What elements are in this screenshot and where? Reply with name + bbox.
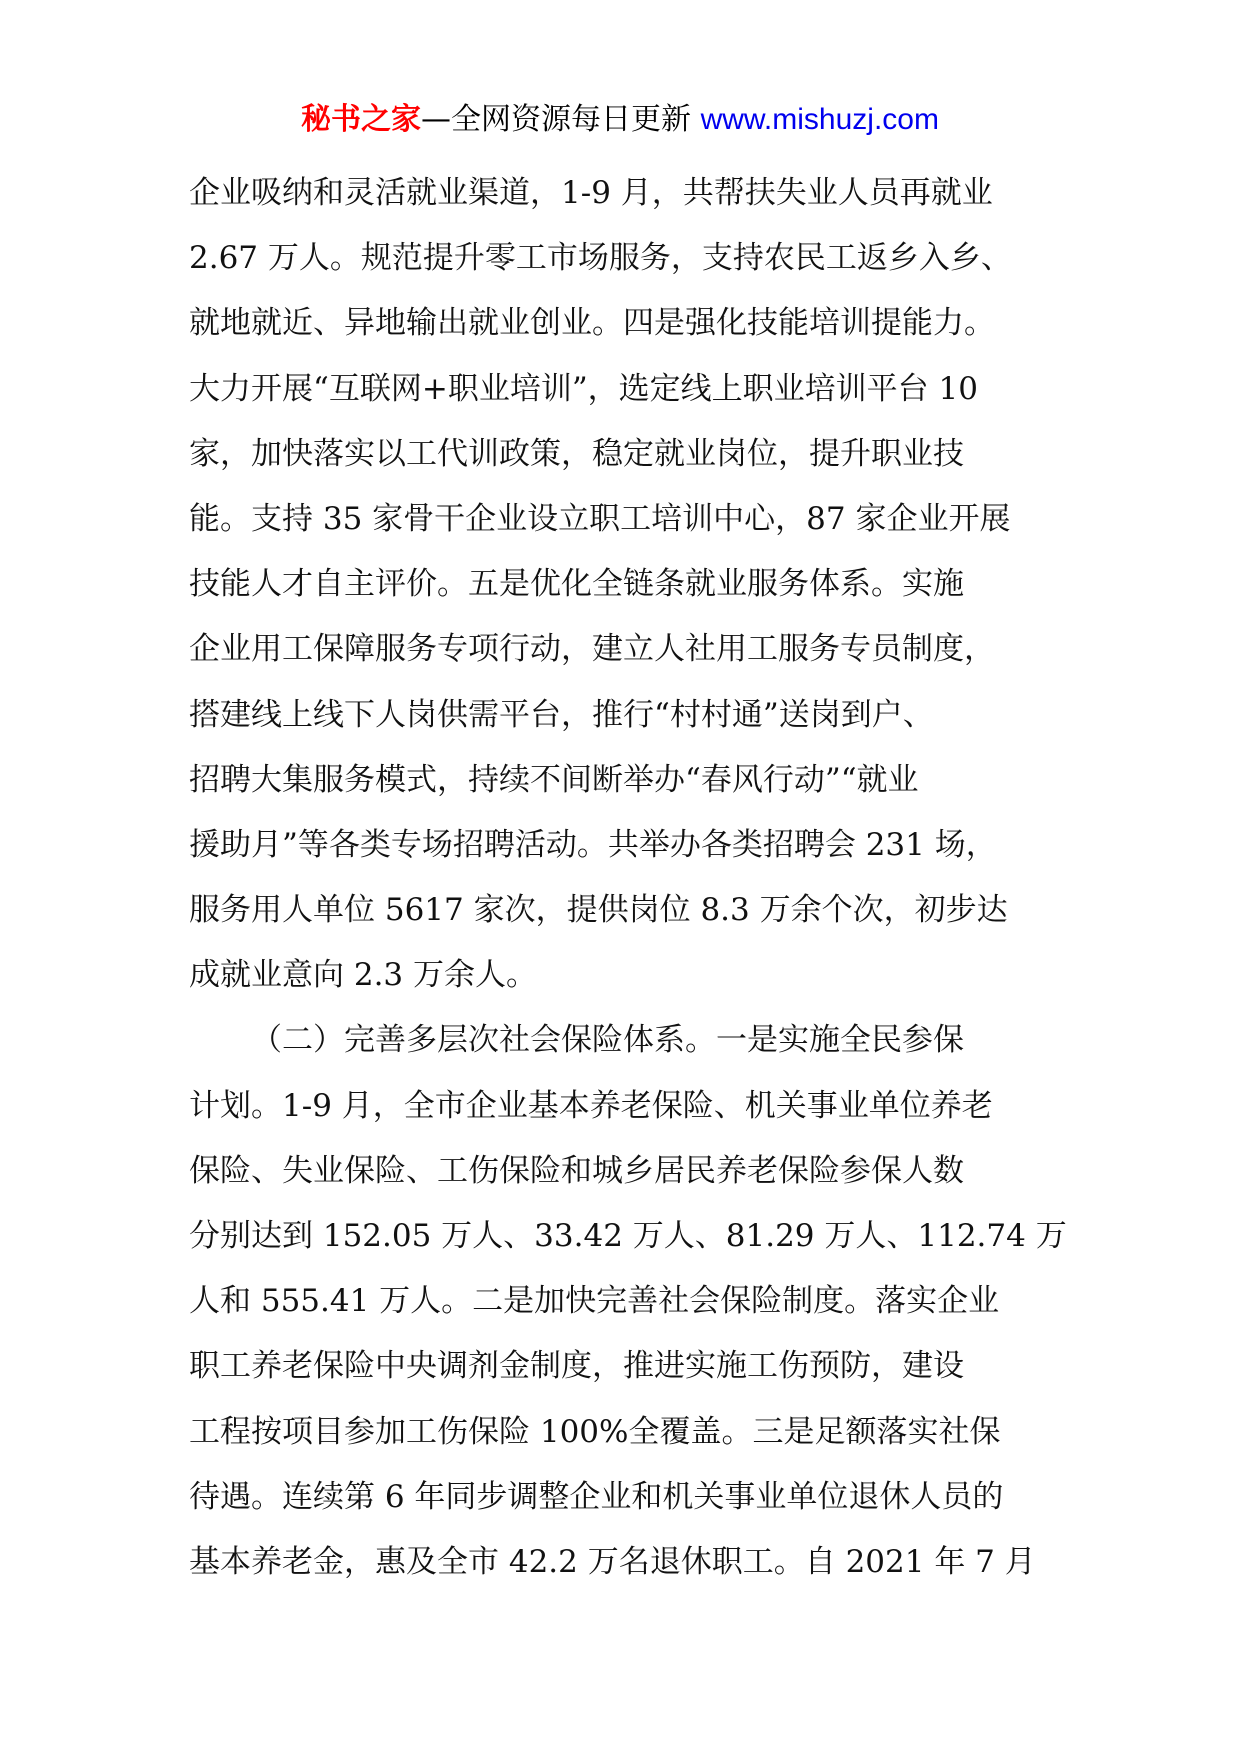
site-brand: 秘书之家 bbox=[301, 102, 422, 137]
text-line: 基本养老金，惠及全市 42.2 万名退休职工。自 2021 年 7 月 bbox=[189, 1543, 1036, 1580]
text-line: 职工养老保险中央调剂金制度，推进实施工伤预防，建设 bbox=[189, 1348, 964, 1385]
text-line: 技能人才自主评价。五是优化全链条就业服务体系。实施 bbox=[189, 566, 964, 603]
text-line: 计划。1-9 月，全市企业基本养老保险、机关事业单位养老 bbox=[189, 1087, 993, 1124]
text-line: 保险、失业保险、工伤保险和城乡居民养老保险参保人数 bbox=[189, 1152, 964, 1189]
text-line: 家，加快落实以工代训政策，稳定就业岗位，提升职业技 bbox=[189, 435, 964, 472]
page-header bbox=[0, 99, 1240, 141]
site-slogan: —全网资源每日更新 bbox=[421, 102, 701, 137]
text-line: 工程按项目参加工伤保险 100%全覆盖。三是足额落实社保 bbox=[189, 1413, 1001, 1450]
text-line: 企业吸纳和灵活就业渠道，1-9 月，共帮扶失业人员再就业 bbox=[189, 175, 993, 211]
site-url-link[interactable]: www.mishuzj.com bbox=[700, 103, 939, 136]
text-line: 服务用人单位 5617 家次，提供岗位 8.3 万余个次，初步达 bbox=[189, 892, 1008, 929]
text-line: 招聘大集服务模式，持续不间断举办“春风行动”“就业 bbox=[189, 761, 919, 798]
text-line: 能。支持 35 家骨干企业设立职工培训中心，87 家企业开展 bbox=[189, 500, 1011, 537]
section-heading-line: （二）完善多层次社会保险体系。一是实施全民参保 bbox=[251, 1022, 964, 1059]
text-line: 待遇。连续第 6 年同步调整企业和机关事业单位退休人员的 bbox=[189, 1478, 1004, 1515]
text-line: 搭建线上线下人岗供需平台，推行“村村通”送岗到户、 bbox=[189, 696, 934, 733]
text-line: 大力开展“互联网+职业培训”，选定线上职业培训平台 10 bbox=[189, 370, 978, 407]
text-line: 就地就近、异地输出就业创业。四是强化技能培训提能力。 bbox=[189, 305, 995, 342]
text-line: 人和 555.41 万人。二是加快完善社会保险制度。落实企业 bbox=[189, 1283, 1000, 1320]
text-line: 分别达到 152.05 万人、33.42 万人、81.29 万人、112.74 万 bbox=[189, 1218, 1067, 1254]
text-line: 成就业意向 2.3 万余人。 bbox=[189, 957, 538, 994]
text-line: 企业用工保障服务专项行动，建立人社用工服务专员制度， bbox=[189, 631, 995, 668]
document-body bbox=[189, 161, 1067, 1595]
text-line: 援助月”等各类专场招聘活动。共举办各类招聘会 231 场， bbox=[189, 826, 997, 863]
text-line: 2.67 万人。规范提升零工市场服务，支持农民工返乡入乡、 bbox=[189, 240, 1012, 277]
